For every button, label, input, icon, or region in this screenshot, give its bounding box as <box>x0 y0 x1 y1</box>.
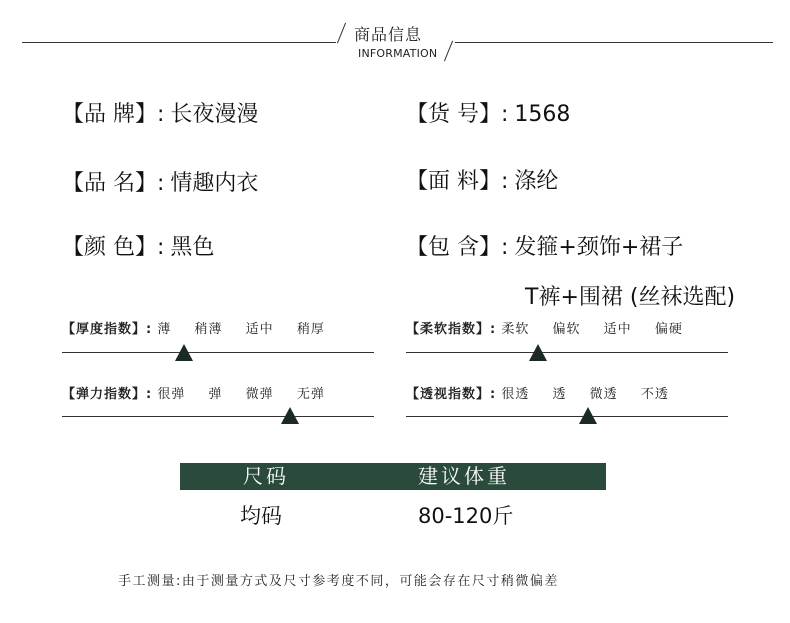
field-value: 黑色 <box>170 235 215 260</box>
index-option: 偏软 <box>552 322 581 337</box>
thickness-marker <box>175 344 193 361</box>
field-label: 【货 号】: <box>406 102 509 127</box>
header-slash-right <box>444 41 453 62</box>
field-label: 【品 牌】: <box>62 102 165 127</box>
field-value: 长夜漫漫 <box>170 102 259 127</box>
field-item-no <box>406 97 570 128</box>
field-includes-continued: T裤+围裙 (丝袜选配) <box>525 285 736 310</box>
index-option: 适中 <box>603 322 632 337</box>
index-option: 不透 <box>640 387 669 402</box>
index-label: 【弹力指数】: <box>62 387 153 402</box>
section-subtitle: INFORMATION <box>358 47 438 60</box>
size-header-weight: 建议体重 <box>418 464 510 488</box>
index-option: 无弹 <box>296 387 325 402</box>
softness-scale-line <box>406 352 728 353</box>
index-option: 很弹 <box>157 387 186 402</box>
index-option: 薄 <box>157 322 172 337</box>
field-brand <box>62 97 258 128</box>
transparency-scale-line <box>406 416 728 417</box>
index-option: 稍薄 <box>194 322 223 337</box>
index-label: 【厚度指数】: <box>62 322 153 337</box>
size-value: 均码 <box>240 504 282 528</box>
measurement-note: 手工测量:由于测量方式及尺寸参考度不同，可能会存在尺寸稍微偏差 <box>118 574 559 589</box>
field-value: 发箍+颈饰+裙子 <box>514 235 684 260</box>
index-option: 微透 <box>589 387 618 402</box>
header-line-right <box>455 42 773 43</box>
field-label: 【颜 色】: <box>62 235 165 260</box>
elasticity-scale-line <box>62 416 374 417</box>
header-slash-left <box>337 23 346 44</box>
field-fabric <box>406 164 558 195</box>
index-option: 透 <box>552 387 567 402</box>
weight-value: 80-120斤 <box>418 504 514 528</box>
index-label: 【柔软指数】: <box>406 322 497 337</box>
index-option: 适中 <box>245 322 274 337</box>
elasticity-marker <box>281 407 299 424</box>
index-option: 稍厚 <box>296 322 325 337</box>
field-value: 1568 <box>514 102 571 127</box>
index-option: 很透 <box>501 387 530 402</box>
header-line-left <box>22 42 336 43</box>
field-value: 情趣内衣 <box>170 171 259 196</box>
transparency-marker <box>579 407 597 424</box>
index-option: 微弹 <box>245 387 274 402</box>
field-name <box>62 166 258 197</box>
section-title: 商品信息 <box>354 25 423 44</box>
index-option: 柔软 <box>501 322 530 337</box>
elasticity-index <box>62 383 343 402</box>
size-header-size: 尺码 <box>243 464 289 488</box>
softness-marker <box>529 344 547 361</box>
field-includes <box>406 230 683 261</box>
index-label: 【透视指数】: <box>406 387 497 402</box>
field-color <box>62 230 214 261</box>
thickness-scale-line <box>62 352 374 353</box>
field-label: 【包 含】: <box>406 235 509 260</box>
softness-index <box>406 318 701 337</box>
field-value: 涤纶 <box>514 169 559 194</box>
index-option: 弹 <box>208 387 223 402</box>
index-option: 偏硬 <box>654 322 683 337</box>
field-label: 【面 料】: <box>406 169 509 194</box>
transparency-index <box>406 383 687 402</box>
thickness-index <box>62 318 343 337</box>
field-label: 【品 名】: <box>62 171 165 196</box>
